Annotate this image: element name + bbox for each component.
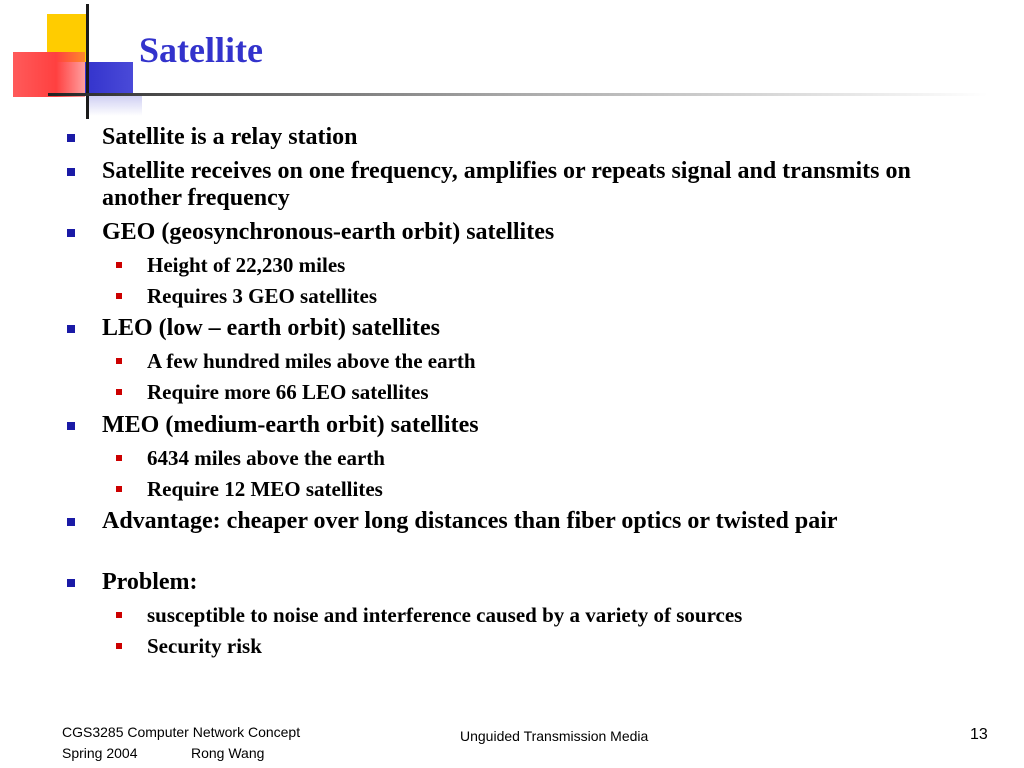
- bullet-text: Problem:: [102, 569, 198, 595]
- page-number: 13: [970, 726, 988, 743]
- bullet-square-icon: [67, 518, 75, 526]
- bullet-item: [102, 219, 942, 246]
- bullet-square-icon: [67, 422, 75, 430]
- sub-bullet-square-icon: [116, 389, 122, 395]
- sub-bullet-item: [147, 634, 947, 658]
- bullet-item: [102, 124, 942, 151]
- footer-term: Spring 2004: [62, 745, 138, 761]
- bullet-text: GEO (geosynchronous-earth orbit) satellites: [102, 219, 555, 245]
- sub-bullet-square-icon: [116, 358, 122, 364]
- bullet-text: 6434 miles above the earth: [147, 446, 385, 470]
- bullet-item: [102, 315, 942, 342]
- bullet-text: Security risk: [147, 634, 262, 658]
- bullet-square-icon: [67, 325, 75, 333]
- sub-bullet-square-icon: [116, 643, 122, 649]
- sub-bullet-item: [147, 603, 947, 627]
- bullet-square-icon: [67, 579, 75, 587]
- bullet-text: Require 12 MEO satellites: [147, 477, 383, 501]
- bullet-text: Height of 22,230 miles: [147, 253, 346, 277]
- bullet-text: MEO (medium-earth orbit) satellites: [102, 412, 479, 438]
- bullet-square-icon: [67, 229, 75, 237]
- bullet-text: Advantage: cheaper over long distances than fiber optics or twisted pair: [102, 508, 838, 534]
- bullet-item: [102, 158, 942, 212]
- bullet-text: Requires 3 GEO satellites: [147, 284, 378, 308]
- bullet-text: susceptible to noise and interference caused by a variety of sources: [147, 603, 743, 627]
- bullet-square-icon: [67, 168, 75, 176]
- bullet-text: LEO (low – earth orbit) satellites: [102, 315, 440, 341]
- sub-bullet-square-icon: [116, 293, 122, 299]
- footer-topic: Unguided Transmission Media: [460, 728, 649, 744]
- sub-bullet-square-icon: [116, 262, 122, 268]
- bullet-item: [102, 569, 942, 596]
- sub-bullet-item: [147, 284, 947, 308]
- bullet-text: Satellite receives on one frequency, amplifies or repeats signal and transmits on another frequency: [102, 158, 911, 211]
- bullet-item: [102, 412, 942, 439]
- sub-bullet-square-icon: [116, 486, 122, 492]
- bullet-text: Satellite is a relay station: [102, 124, 358, 150]
- sub-bullet-item: [147, 380, 947, 404]
- bullet-item: [102, 508, 942, 535]
- footer-author: Rong Wang: [191, 745, 265, 761]
- sub-bullet-item: [147, 349, 947, 373]
- bullet-square-icon: [67, 134, 75, 142]
- footer-course: CGS3285 Computer Network Concept: [62, 724, 301, 740]
- bullet-text: Require more 66 LEO satellites: [147, 380, 429, 404]
- sub-bullet-item: [147, 446, 947, 470]
- sub-bullet-item: [147, 477, 947, 501]
- sub-bullet-square-icon: [116, 612, 122, 618]
- slide-title: Satellite: [139, 30, 263, 70]
- sub-bullet-item: [147, 253, 947, 277]
- bullet-text: A few hundred miles above the earth: [147, 349, 476, 373]
- sub-bullet-square-icon: [116, 455, 122, 461]
